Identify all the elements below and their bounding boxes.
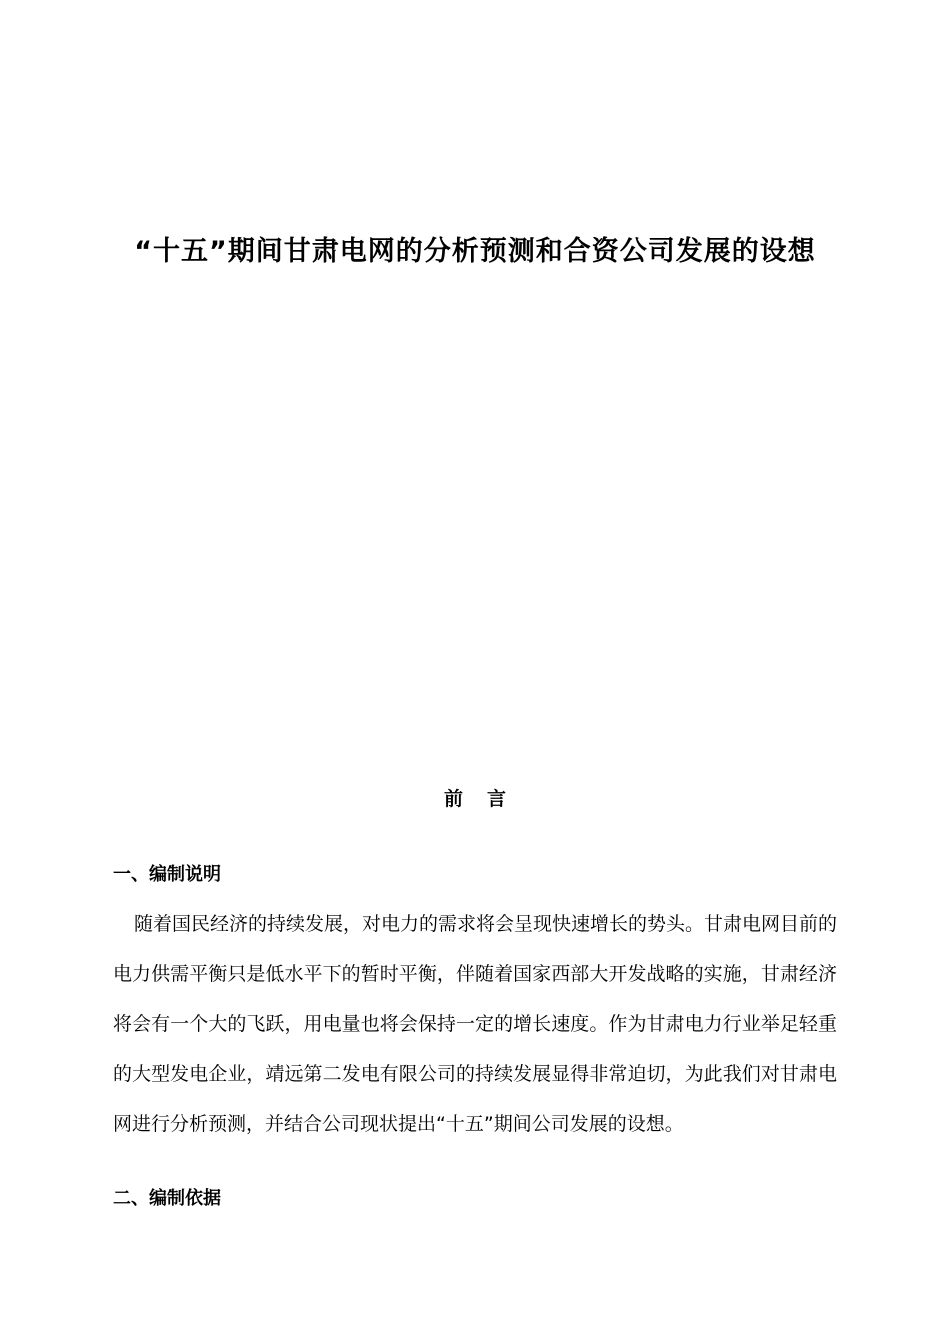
section-heading-compilation-notes: 一、编制说明 bbox=[113, 864, 221, 885]
document-title: “十五”期间甘肃电网的分析预测和合资公司发展的设想 bbox=[134, 236, 816, 267]
section-paragraph-compilation-notes: 随着国民经济的持续发展，对电力的需求将会呈现快速增长的势头。甘肃电网目前的电力供需平衡只是低水平下的暂时平衡，伴随着国家西部大开发战略的实施，甘肃经济将会有一个大的飞跃，用电量也将会保持一定的增长速度。作为甘肃电力行业举足轻重的大型发电企业，靖远第二发电有限公司的持续发展显得非常迫切，为此我们对甘肃电网进行分析预测，并结合公司现状提出“十五”期间公司发展的设想。 bbox=[113, 913, 838, 1135]
preface-heading: 前言 bbox=[443, 788, 530, 810]
section-heading-compilation-basis: 二、编制依据 bbox=[113, 1188, 221, 1209]
